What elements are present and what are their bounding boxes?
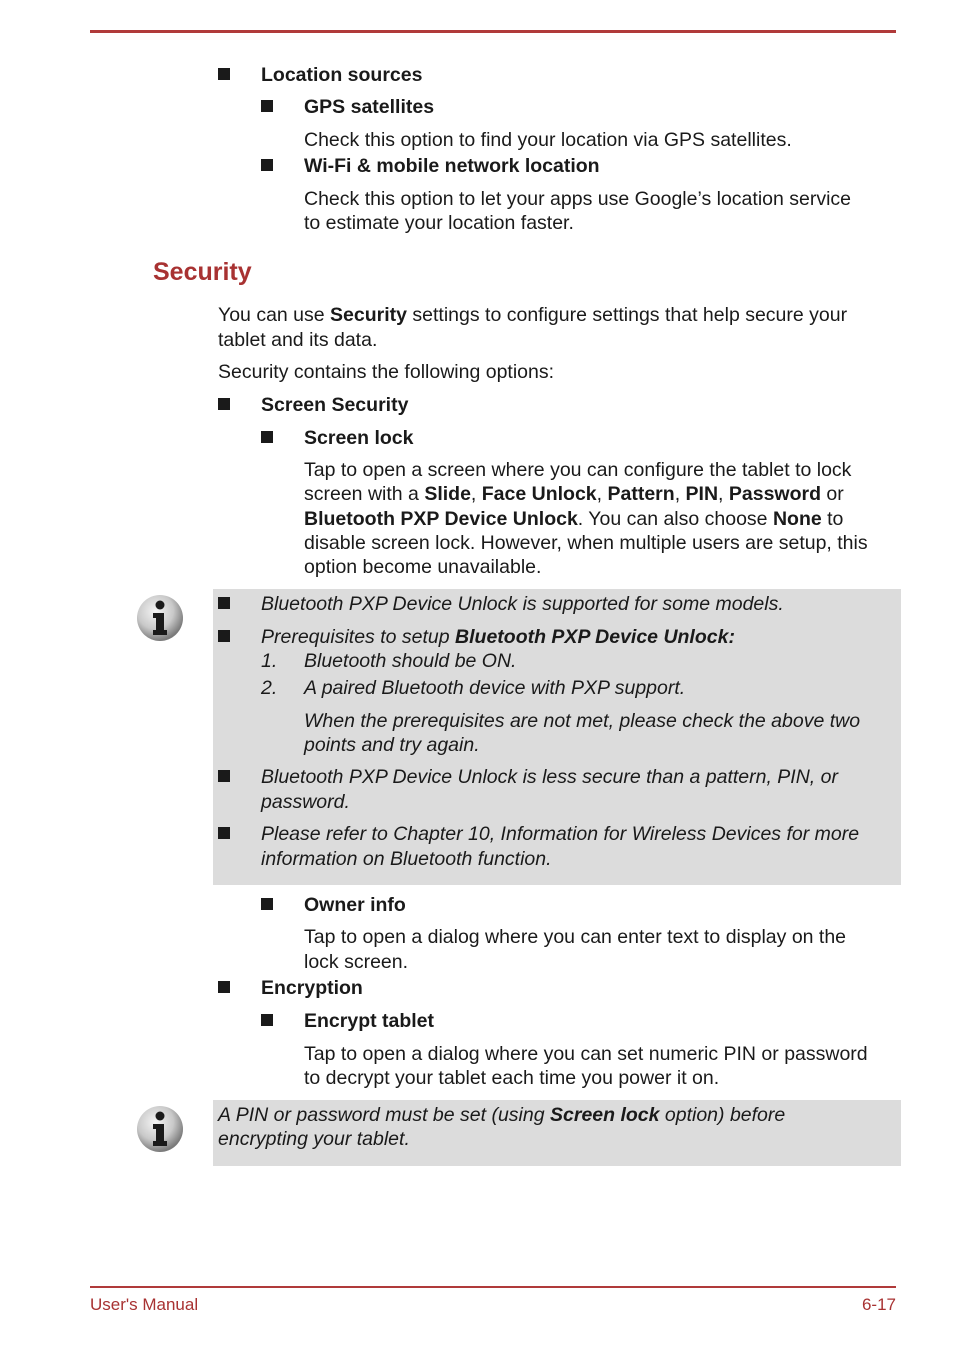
note1-item3-line2: password. — [261, 791, 350, 813]
encrypt-tablet-desc-line2: to decrypt your tablet each time you power it on. — [304, 1067, 720, 1089]
page-number: 6-17 — [861, 1295, 896, 1314]
security-intro-line1 — [218, 303, 847, 327]
list-number: 1. — [261, 650, 278, 672]
note1-item2 — [261, 625, 735, 649]
owner-info-desc-line2: lock screen. — [304, 951, 409, 973]
owner-info-desc-line1: Tap to open a dialog where you can enter text to display on the — [304, 926, 847, 948]
screen-lock-desc-line2 — [304, 482, 844, 506]
gps-desc: Check this option to find your location via GPS satellites. — [304, 129, 792, 151]
bullet — [218, 981, 230, 993]
encrypt-tablet-desc-line1: Tap to open a dialog where you can set numeric PIN or password — [304, 1043, 868, 1065]
text: You can use — [218, 304, 331, 326]
text-bold: Slide — [424, 483, 471, 505]
bullet — [218, 68, 230, 80]
bullet — [261, 898, 273, 910]
text-bold: Screen lock — [550, 1104, 660, 1126]
text: , — [718, 483, 729, 505]
text-bold: PIN — [685, 483, 719, 505]
footer-title: User's Manual — [90, 1295, 199, 1314]
note2-line1 — [218, 1103, 785, 1127]
note1-item3-line1: Bluetooth PXP Device Unlock is less secure than a pattern, PIN, or — [261, 766, 838, 788]
info-icon — [136, 1105, 184, 1153]
bullet — [261, 1014, 273, 1026]
note1-followup-line1: When the prerequisites are not met, please check the above two — [304, 710, 861, 732]
text: settings to configure settings that help secure your — [407, 304, 848, 326]
text-bold: Bluetooth PXP Device Unlock: — [455, 626, 735, 648]
bullet — [218, 630, 230, 642]
text: or — [821, 483, 844, 505]
header-rule — [90, 30, 896, 33]
wifi-title: Wi-Fi & mobile network location — [304, 155, 600, 177]
gps-title: GPS satellites — [304, 96, 435, 118]
text-bold: Bluetooth PXP Device Unlock — [304, 508, 578, 530]
bullet — [261, 159, 273, 171]
text-bold: Pattern — [607, 483, 675, 505]
security-contains: Security contains the following options: — [218, 361, 555, 383]
note1-step1: Bluetooth should be ON. — [304, 650, 517, 672]
bullet — [218, 827, 230, 839]
owner-info-title: Owner info — [304, 894, 406, 916]
encryption-title: Encryption — [261, 977, 363, 999]
text: A PIN or password must be set (using — [218, 1104, 550, 1126]
text: . You can also choose — [577, 508, 773, 530]
wifi-desc-line2: to estimate your location faster. — [304, 212, 574, 234]
screen-lock-desc-line3 — [304, 507, 843, 531]
section-heading-security: Security — [153, 258, 252, 286]
note1-step2: A paired Bluetooth device with PXP support. — [304, 677, 686, 699]
bullet — [261, 431, 273, 443]
encrypt-tablet-title: Encrypt tablet — [304, 1010, 435, 1032]
bullet — [218, 398, 230, 410]
security-intro-line2: tablet and its data. — [218, 329, 378, 351]
text-bold: None — [772, 508, 822, 530]
text: , — [674, 483, 686, 505]
note1-followup-line2: points and try again. — [304, 734, 480, 756]
text-bold: Face Unlock — [481, 483, 597, 505]
wifi-desc-line1: Check this option to let your apps use Google’s location service — [304, 188, 852, 210]
text: , — [596, 483, 608, 505]
screen-lock-desc-line5: option become unavailable. — [304, 556, 542, 578]
note1-item4-line1: Please refer to Chapter 10, Information for Wireless Devices for more — [261, 823, 860, 845]
screen-security-title: Screen Security — [261, 394, 409, 416]
footer-rule — [90, 1286, 896, 1288]
text: screen with a — [304, 483, 425, 505]
note1-item1: Bluetooth PXP Device Unlock is supported for some models. — [261, 593, 784, 615]
list-number: 2. — [261, 677, 278, 699]
bullet — [218, 597, 230, 609]
screen-lock-desc-line4: disable screen lock. However, when multiple users are setup, this — [304, 532, 868, 554]
text: to — [821, 508, 844, 530]
screen-lock-title: Screen lock — [304, 427, 414, 449]
text: Prerequisites to setup — [261, 626, 456, 648]
location-sources-title: Location sources — [261, 64, 423, 86]
text: option) before — [659, 1104, 786, 1126]
text: , — [470, 483, 482, 505]
text-bold: Password — [728, 483, 822, 505]
note1-item4-line2: information on Bluetooth function. — [261, 848, 552, 870]
note2-line2: encrypting your tablet. — [218, 1128, 410, 1150]
bullet — [218, 770, 230, 782]
screen-lock-desc-line1: Tap to open a screen where you can configure the tablet to lock — [304, 459, 852, 481]
text-bold: Security — [330, 304, 407, 326]
bullet — [261, 100, 273, 112]
info-icon — [136, 594, 184, 642]
